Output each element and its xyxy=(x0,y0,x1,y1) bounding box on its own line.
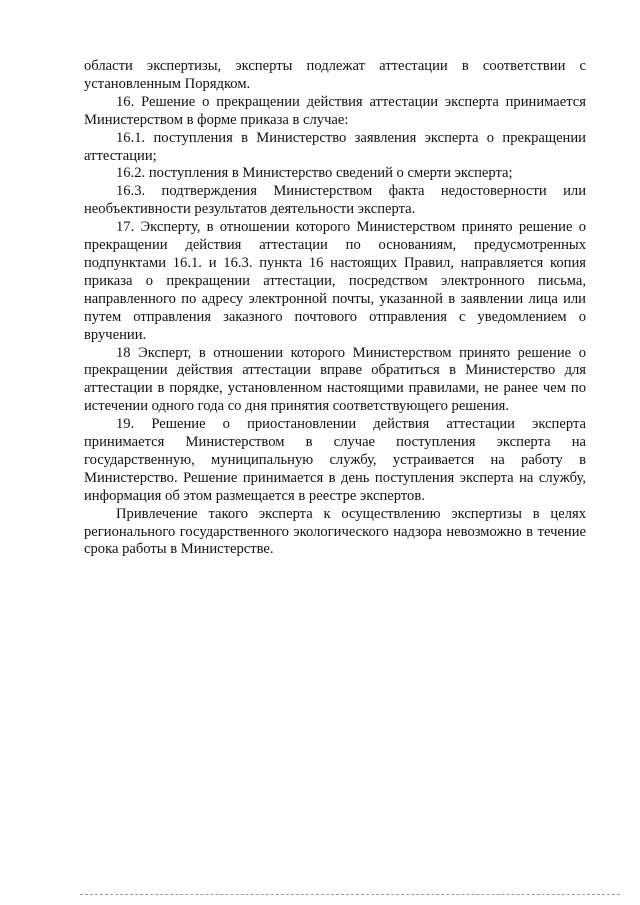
paragraph-final: Привлечение такого эксперта к осуществлению экспертизы в целях регионального государственного экологического надзора невозможно в течение срока работы в Министерстве. xyxy=(84,505,586,558)
paragraph-17: 17. Эксперту, в отношении которого Министерством принято решение о прекращении действия аттестации по основаниям, предусмотренных подпунктами 16.1. и 16.3. пункта 16 настоящих Правил, направляется копия приказа о прекращении аттестации, посредством электронного письма, направленного по адресу электронной почты, указанной в заявлении лица или путем отправления заказного почтового отправления с уведомлением о вручении. xyxy=(84,219,586,343)
paragraph-16-1: 16.1. поступления в Министерство заявления эксперта о прекращении аттестации; xyxy=(84,129,586,164)
paragraph-16-3: 16.3. подтверждения Министерством факта недостоверности или необъективности результатов деятельности эксперта. xyxy=(84,183,586,218)
paragraph-16: 16. Решение о прекращении действия аттестации эксперта принимается Министерством в форме приказа в случае: xyxy=(84,93,586,128)
paragraph-19: 19. Решение о приостановлении действия аттестации эксперта принимается Министерством в случае поступления эксперта на государственную, муниципальную службу, устраивается на работу в Министерство. Решение принимается в день поступления эксперта на службу, информация об этом размещается в реестре экспертов. xyxy=(84,416,586,504)
page-bottom-rule xyxy=(80,894,620,895)
paragraph-continuation: области экспертизы, эксперты подлежат аттестации в соответствии с установленным Порядком. xyxy=(84,58,586,92)
document-body xyxy=(84,58,586,559)
paragraph-18: 18 Эксперт, в отношении которого Министерством принято решение о прекращении действия аттестации вправе обратиться в Министерство для аттестации в порядке, установленном настоящими правилами, не ранее чем по истечении одного года со дня принятия соответствующего решения. xyxy=(84,344,586,415)
paragraph-16-2: 16.2. поступления в Министерство сведений о смерти эксперта; xyxy=(116,165,513,182)
